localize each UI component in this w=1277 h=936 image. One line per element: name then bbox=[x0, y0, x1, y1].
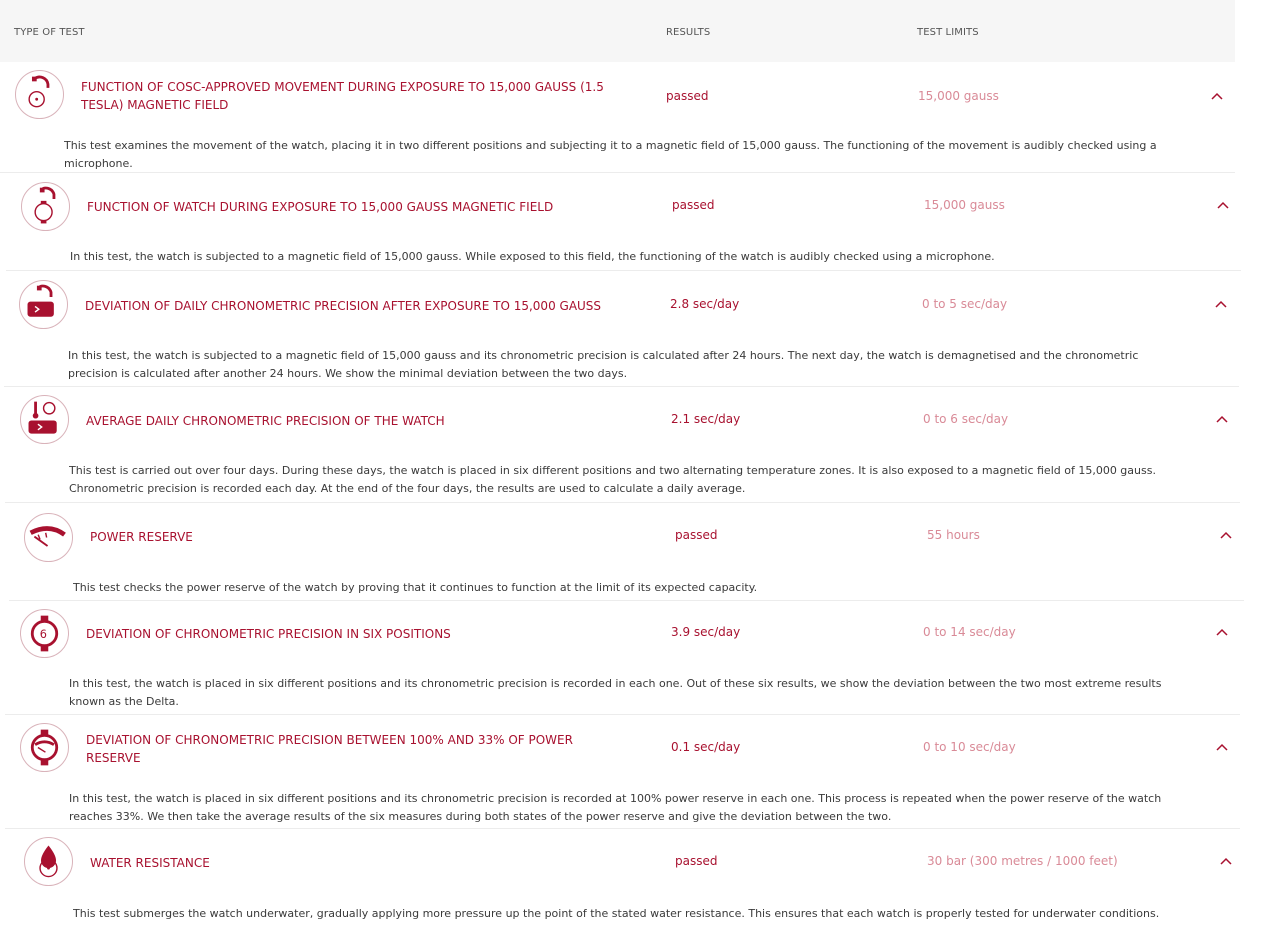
test-limit: 0 to 10 sec/day bbox=[923, 740, 1016, 754]
chevron-up-icon[interactable] bbox=[1219, 856, 1233, 866]
test-description: This test examines the movement of the watch, placing it in two different positions and subjecting it to a magnetic field of 15,000 gauss. The functioning of the movement is audibly checked using a microphone. bbox=[64, 139, 1157, 170]
test-result: passed bbox=[666, 89, 709, 103]
chevron-up-icon[interactable] bbox=[1210, 91, 1224, 101]
header-type-of-test: TYPE OF TEST bbox=[14, 27, 85, 38]
test-limit: 15,000 gauss bbox=[924, 198, 1005, 212]
test-title: AVERAGE DAILY CHRONOMETRIC PRECISION OF THE WATCH bbox=[86, 414, 445, 428]
chevron-up-icon[interactable] bbox=[1215, 414, 1229, 424]
chevron-up-icon[interactable] bbox=[1219, 530, 1233, 540]
svg-text:6: 6 bbox=[39, 628, 47, 642]
test-limit: 55 hours bbox=[927, 528, 980, 542]
test-row bbox=[9, 829, 1244, 934]
test-result: 2.8 sec/day bbox=[670, 297, 740, 311]
test-description: In this test, the watch is subjected to a magnetic field of 15,000 gauss and its chronometric precision is calculated after 24 hours. The next day, the watch is demagnetised and the chronometric precision is calculated after another 24 hours. We show the minimal deviation between the two days. bbox=[68, 349, 1139, 380]
test-limit: 15,000 gauss bbox=[918, 89, 999, 103]
test-title: WATER RESISTANCE bbox=[90, 856, 210, 870]
magnet-precision-icon bbox=[19, 280, 68, 329]
test-result: 0.1 sec/day bbox=[671, 740, 741, 754]
test-result: passed bbox=[672, 198, 715, 212]
thermometer-precision-icon bbox=[20, 395, 69, 444]
test-limit: 0 to 14 sec/day bbox=[923, 625, 1016, 639]
test-row bbox=[5, 715, 1240, 829]
test-description: In this test, the watch is placed in six different positions and its chronometric precision is recorded at 100% power reserve in each one. This process is repeated when the power reserve of the watch reaches 33%. We then take the average results of the six measures during both states of the power reserve and give the deviation between the two. bbox=[69, 792, 1162, 823]
test-result: passed bbox=[675, 854, 718, 868]
chevron-up-icon[interactable] bbox=[1216, 200, 1230, 210]
test-description: This test is carried out over four days. During these days, the watch is placed in six different positions and two alternating temperature zones. It is also exposed to a magnetic field of 15,000 gauss. Chronometric precision is recorded each day. At the end of the four days, the results are used to calculate a daily average. bbox=[69, 464, 1156, 495]
test-title: DEVIATION OF DAILY CHRONOMETRIC PRECISION AFTER EXPOSURE TO 15,000 GAUSS bbox=[85, 299, 602, 313]
test-description: In this test, the watch is placed in six different positions and its chronometric precision is recorded in each one. Out of these six results, we show the deviation between the two most extreme results known as the Delta. bbox=[69, 677, 1162, 708]
test-title: POWER RESERVE bbox=[90, 530, 193, 544]
table-header bbox=[0, 0, 1235, 62]
magnet-watch-icon bbox=[21, 182, 70, 231]
test-result: passed bbox=[675, 528, 718, 542]
test-limit: 30 bar (300 metres / 1000 feet) bbox=[927, 854, 1118, 868]
chevron-up-icon[interactable] bbox=[1215, 627, 1229, 637]
chevron-up-icon[interactable] bbox=[1215, 742, 1229, 752]
test-row bbox=[9, 503, 1244, 601]
test-title: DEVIATION OF CHRONOMETRIC PRECISION IN SIX POSITIONS bbox=[86, 627, 451, 641]
test-row bbox=[4, 271, 1239, 387]
test-description: In this test, the watch is subjected to a magnetic field of 15,000 gauss. While exposed to this field, the functioning of the watch is audibly checked using a microphone. bbox=[70, 250, 995, 263]
test-row bbox=[6, 173, 1241, 271]
header-test-limits: TEST LIMITS bbox=[917, 27, 979, 38]
test-limit: 0 to 6 sec/day bbox=[923, 412, 1009, 426]
test-description: This test checks the power reserve of the watch by proving that it continues to function at the limit of its expected capacity. bbox=[73, 581, 758, 594]
test-result: 3.9 sec/day bbox=[671, 625, 741, 639]
magnet-movement-icon bbox=[15, 70, 64, 119]
test-title: FUNCTION OF WATCH DURING EXPOSURE TO 15,000 GAUSS MAGNETIC FIELD bbox=[87, 200, 554, 214]
test-limit: 0 to 5 sec/day bbox=[922, 297, 1008, 311]
test-result: 2.1 sec/day bbox=[671, 412, 741, 426]
test-row bbox=[5, 387, 1240, 503]
water-drop-icon bbox=[24, 837, 73, 886]
power-reserve-icon bbox=[24, 513, 73, 562]
chevron-up-icon[interactable] bbox=[1214, 299, 1228, 309]
header-results: RESULTS bbox=[666, 27, 711, 38]
test-row bbox=[5, 601, 1240, 715]
test-description: This test submerges the watch underwater, gradually applying more pressure up the point of the stated water resistance. This ensures that each watch is properly tested for underwater conditions. bbox=[73, 907, 1160, 920]
test-row bbox=[0, 62, 1235, 173]
test-title: DEVIATION OF CHRONOMETRIC PRECISION BETWEEN 100% AND 33% OF POWER RESERVE bbox=[86, 733, 573, 765]
six-positions-icon bbox=[20, 609, 69, 658]
power-reserve-precision-icon bbox=[20, 723, 69, 772]
test-title: FUNCTION OF COSC-APPROVED MOVEMENT DURING EXPOSURE TO 15,000 GAUSS (1.5 TESLA) MAGNETIC FIELD bbox=[81, 80, 604, 112]
